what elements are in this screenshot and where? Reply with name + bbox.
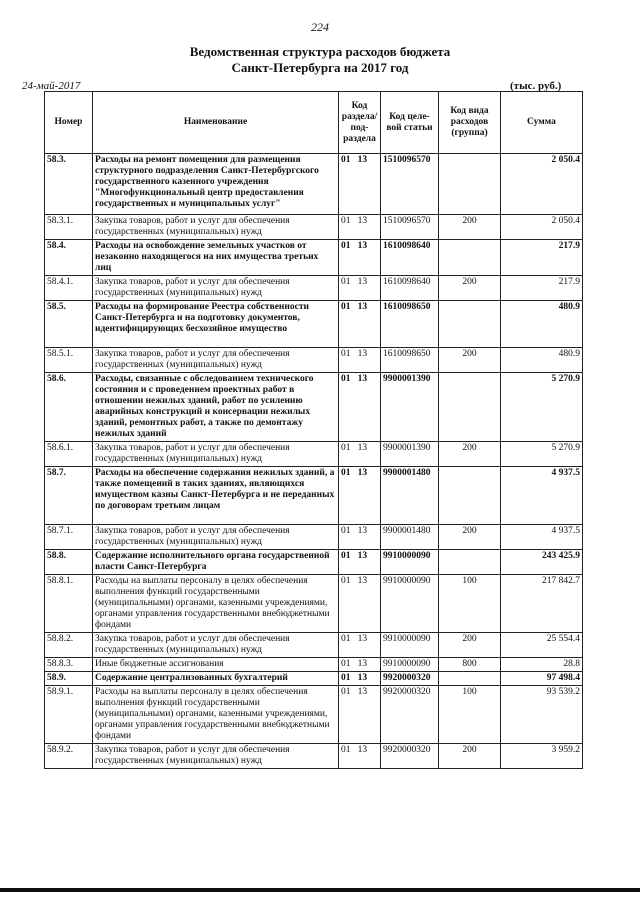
table-row	[45, 672, 583, 686]
row-expense-type: 200	[439, 744, 501, 769]
header-name: Наименование	[93, 92, 339, 154]
row-name: Закупка товаров, работ и услуг для обеспечения государственных (муниципальных) нужд	[93, 348, 339, 373]
subsection-code: 13	[357, 302, 368, 312]
table-row	[45, 525, 583, 550]
row-sum: 5 270.9	[501, 373, 583, 442]
row-sum: 217 842.7	[501, 575, 583, 633]
row-expense-type	[439, 373, 501, 442]
row-sum: 2 050.4	[501, 215, 583, 240]
row-expense-type	[439, 550, 501, 575]
row-number: 58.9.2.	[45, 744, 93, 769]
row-sum: 4 937.5	[501, 467, 583, 525]
row-number: 58.4.	[45, 240, 93, 276]
header-sum: Сумма	[501, 92, 583, 154]
row-expense-type: 200	[439, 276, 501, 301]
row-sum: 97 498.4	[501, 672, 583, 686]
row-expense-type	[439, 301, 501, 348]
header-expense-type: Код вида расходов (группа)	[439, 92, 501, 154]
row-section	[339, 633, 381, 658]
header-target: Код целе-вой статьи	[381, 92, 439, 154]
row-name: Иные бюджетные ассигнования	[93, 658, 339, 672]
row-sum: 2 050.4	[501, 154, 583, 215]
page-number: 224	[311, 20, 329, 34]
table-row	[45, 633, 583, 658]
row-number: 58.5.	[45, 301, 93, 348]
row-name: Расходы, связанные с обследованием технического состояния и с проведением проектных работ в отношении нежилых зданий, работ по усилению аварийных конструкций и консервации нежилых зданий, ремонтных работ, а также по демонтажу нежилых зданий	[93, 373, 339, 442]
row-number: 58.9.	[45, 672, 93, 686]
subsection-code: 13	[357, 277, 368, 287]
row-target: 1510096570	[381, 154, 439, 215]
row-sum: 93 539.2	[501, 686, 583, 744]
page-bottom-rule	[0, 888, 640, 892]
row-target: 9910000090	[381, 575, 439, 633]
row-section	[339, 686, 381, 744]
subsection-code: 13	[357, 155, 368, 165]
row-sum: 5 270.9	[501, 442, 583, 467]
section-code: 01	[341, 687, 351, 697]
row-target: 9900001390	[381, 442, 439, 467]
row-expense-type: 200	[439, 525, 501, 550]
subsection-code: 13	[357, 551, 368, 561]
row-name: Расходы на формирование Реестра собственности Санкт-Петербурга и на подготовку документов, идентифицирующих бесхозяйное имущество	[93, 301, 339, 348]
row-number: 58.6.	[45, 373, 93, 442]
row-expense-type: 800	[439, 658, 501, 672]
row-section	[339, 467, 381, 525]
row-target: 9920000320	[381, 672, 439, 686]
row-sum: 3 959.2	[501, 744, 583, 769]
row-target: 9910000090	[381, 550, 439, 575]
row-expense-type: 200	[439, 215, 501, 240]
row-section	[339, 215, 381, 240]
row-number: 58.8.1.	[45, 575, 93, 633]
row-number: 58.8.3.	[45, 658, 93, 672]
row-section	[339, 672, 381, 686]
row-sum: 217.9	[501, 276, 583, 301]
subsection-code: 13	[357, 659, 368, 669]
row-target: 9900001480	[381, 467, 439, 525]
section-code: 01	[341, 277, 351, 287]
table-row	[45, 240, 583, 276]
table-row	[45, 550, 583, 575]
row-number: 58.8.2.	[45, 633, 93, 658]
row-sum: 480.9	[501, 301, 583, 348]
row-expense-type	[439, 467, 501, 525]
table-row	[45, 276, 583, 301]
section-code: 01	[341, 216, 351, 226]
row-name: Содержание исполнительного органа государственной власти Санкт-Петербурга	[93, 550, 339, 575]
row-target: 9910000090	[381, 658, 439, 672]
row-name: Расходы на выплаты персоналу в целях обеспечения выполнения функций государственными (муниципальными) органами, казенными учреждениями, органами управления государственными внебюджетными фондами	[93, 575, 339, 633]
row-name: Расходы на освобождение земельных участков от незаконно находящегося на них имущества третьих лиц	[93, 240, 339, 276]
row-target: 9910000090	[381, 633, 439, 658]
row-expense-type: 100	[439, 575, 501, 633]
section-code: 01	[341, 349, 351, 359]
subsection-code: 13	[357, 468, 368, 478]
table-row	[45, 154, 583, 215]
section-code: 01	[341, 443, 351, 453]
row-expense-type	[439, 240, 501, 276]
header-number: Номер	[45, 92, 93, 154]
units-label: (тыс. руб.)	[510, 80, 562, 92]
row-name: Расходы на ремонт помещения для размещения структурного подразделения Санкт-Петербургского государственного казенного учреждения "Многофункциональный центр предоставления государственных и муниципальных услуг"	[93, 154, 339, 215]
table-row	[45, 686, 583, 744]
subsection-code: 13	[357, 745, 368, 755]
document-date: 24-май-2017	[22, 80, 81, 92]
row-name: Содержание централизованных бухгалтерий	[93, 672, 339, 686]
title-line-1: Ведомственная структура расходов бюджета	[189, 44, 451, 59]
row-sum: 25 554.4	[501, 633, 583, 658]
section-code: 01	[341, 634, 351, 644]
subsection-code: 13	[357, 687, 368, 697]
row-section	[339, 442, 381, 467]
row-section	[339, 154, 381, 215]
row-number: 58.7.	[45, 467, 93, 525]
subsection-code: 13	[357, 526, 368, 536]
page-title	[0, 44, 640, 76]
table-row	[45, 348, 583, 373]
row-number: 58.4.1.	[45, 276, 93, 301]
row-section	[339, 373, 381, 442]
row-target: 1610098640	[381, 240, 439, 276]
budget-table	[44, 91, 583, 769]
row-name: Расходы на обеспечение содержания нежилых зданий, а также помещений в таких зданиях, являющихся имуществом казны Санкт-Петербурга и не переданных по договорам третьим лицам	[93, 467, 339, 525]
row-expense-type: 200	[439, 633, 501, 658]
subsection-code: 13	[357, 673, 368, 683]
subsection-code: 13	[357, 216, 368, 226]
header-section: Код раздела/ под-раздела	[339, 92, 381, 154]
table-header-row	[45, 92, 583, 154]
row-section	[339, 525, 381, 550]
row-sum: 480.9	[501, 348, 583, 373]
subsection-code: 13	[357, 634, 368, 644]
row-target: 1610098650	[381, 348, 439, 373]
table-row	[45, 744, 583, 769]
row-number: 58.3.	[45, 154, 93, 215]
section-code: 01	[341, 241, 351, 251]
title-line-2: Санкт-Петербурга на 2017 год	[231, 60, 409, 75]
section-code: 01	[341, 155, 351, 165]
row-target: 1510096570	[381, 215, 439, 240]
row-expense-type: 200	[439, 348, 501, 373]
subsection-code: 13	[357, 241, 368, 251]
row-sum: 243 425.9	[501, 550, 583, 575]
row-number: 58.6.1.	[45, 442, 93, 467]
row-target: 9900001480	[381, 525, 439, 550]
table-row	[45, 215, 583, 240]
row-section	[339, 348, 381, 373]
row-number: 58.3.1.	[45, 215, 93, 240]
row-target: 1610098650	[381, 301, 439, 348]
row-name: Закупка товаров, работ и услуг для обеспечения государственных (муниципальных) нужд	[93, 215, 339, 240]
subsection-code: 13	[357, 374, 368, 384]
subsection-code: 13	[357, 443, 368, 453]
row-sum: 217.9	[501, 240, 583, 276]
section-code: 01	[341, 526, 351, 536]
subsection-code: 13	[357, 349, 368, 359]
row-number: 58.7.1.	[45, 525, 93, 550]
row-expense-type: 100	[439, 686, 501, 744]
table-row	[45, 467, 583, 525]
row-expense-type	[439, 672, 501, 686]
section-code: 01	[341, 551, 351, 561]
section-code: 01	[341, 745, 351, 755]
row-section	[339, 240, 381, 276]
section-code: 01	[341, 302, 351, 312]
table-row	[45, 301, 583, 348]
row-target: 1610098640	[381, 276, 439, 301]
section-code: 01	[341, 576, 351, 586]
row-section	[339, 744, 381, 769]
section-code: 01	[341, 374, 351, 384]
table-row	[45, 442, 583, 467]
subsection-code: 13	[357, 576, 368, 586]
row-target: 9920000320	[381, 744, 439, 769]
row-target: 9920000320	[381, 686, 439, 744]
table-row	[45, 658, 583, 672]
row-section	[339, 575, 381, 633]
row-name: Закупка товаров, работ и услуг для обеспечения государственных (муниципальных) нужд	[93, 442, 339, 467]
row-section	[339, 276, 381, 301]
table-row	[45, 373, 583, 442]
section-code: 01	[341, 468, 351, 478]
row-section	[339, 550, 381, 575]
row-section	[339, 301, 381, 348]
row-sum: 4 937.5	[501, 525, 583, 550]
table-row	[45, 575, 583, 633]
row-name: Закупка товаров, работ и услуг для обеспечения государственных (муниципальных) нужд	[93, 276, 339, 301]
row-section	[339, 658, 381, 672]
row-number: 58.8.	[45, 550, 93, 575]
row-number: 58.5.1.	[45, 348, 93, 373]
section-code: 01	[341, 673, 351, 683]
row-sum: 28.8	[501, 658, 583, 672]
row-expense-type	[439, 154, 501, 215]
row-name: Расходы на выплаты персоналу в целях обеспечения выполнения функций государственными (муниципальными) органами, казенными учреждениями, органами управления государственными внебюджетными фондами	[93, 686, 339, 744]
row-name: Закупка товаров, работ и услуг для обеспечения государственных (муниципальных) нужд	[93, 525, 339, 550]
row-expense-type: 200	[439, 442, 501, 467]
row-name: Закупка товаров, работ и услуг для обеспечения государственных (муниципальных) нужд	[93, 744, 339, 769]
row-target: 9900001390	[381, 373, 439, 442]
section-code: 01	[341, 659, 351, 669]
row-name: Закупка товаров, работ и услуг для обеспечения государственных (муниципальных) нужд	[93, 633, 339, 658]
row-number: 58.9.1.	[45, 686, 93, 744]
